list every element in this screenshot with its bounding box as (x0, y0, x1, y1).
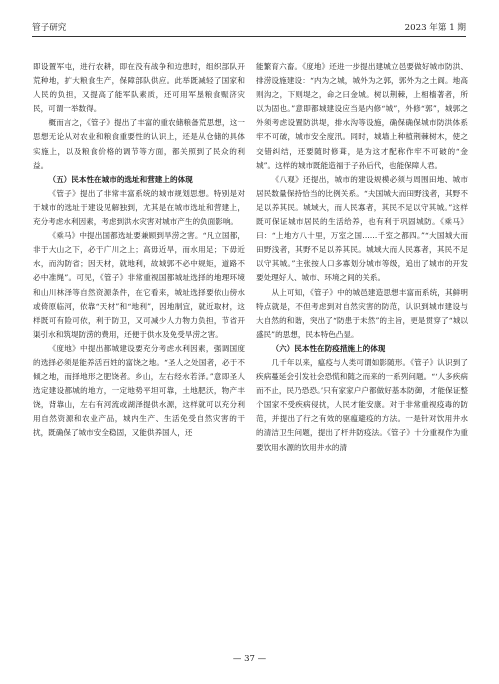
issue-label: 2023 年第 1 期 (404, 23, 466, 33)
body-paragraph: 从上可知，《管子》中的城邑建造思想丰富而系统，其鲜明特点就是，不但考虑到对自然灾害的防范，认识到城市建设与大自然的和谐，突出了“防患于未然”的主旨，更是贯穿了“城以盛民”的思想，民本特色凸显。 (256, 287, 468, 339)
header-rule (32, 36, 466, 37)
body-paragraph: 能繁育六畜。《度地》还进一步提出建城立邑要做好城市防洪、排涝设施建设：“内为之城，城外为之郭，郭外为之土阆。地高则沟之，下则堤之，命之曰金城。树以荆棘，上相樯著者，所以为固也。”意即都城建设应当是内修“城”，外修“郭”，城郭之外须考虑设置防洪堤，排水沟等设施，确保确保城市防洪体系牢不可破，城市安全度汛。同时，城墙上种植荆棘树木，使之交错纠结，还要随时修葺，是为这才配称作牢不可破的“金城”。这样的城市既能造福于子孙后代，也能保障人君。 (256, 62, 468, 170)
section-heading: （六）民本性在防疫措施上的体现 (271, 343, 386, 353)
journal-title: 管子研究 (32, 23, 67, 33)
section-heading: （五）民本性在城市的选址和营建上的体现 (48, 174, 193, 184)
left-column (33, 60, 245, 441)
running-header (32, 20, 466, 36)
body-paragraph: 《管子》提出了非常丰富系统的城市规划思想。特别是对于城市的选址于建设见解独到，尤其是在城市选址和营建上，充分考虑水利因素，考虑到洪水灾害对城市产生的负面影响。 (33, 188, 245, 227)
body-paragraph: 《八观》还提出，城市的建设规模必须与周围田地、城市居民数量保持恰当的比例关系。“夫国城大而田野浅者，其野不足以养其民。城域大，而人民寡者，其民不足以守其城。”这样既可保证城市居民的生活给养，也有利于巩固城防。《乘马》曰：“上地方八十里，万室之国……千室之都四。”“大国城大而田野浅者，其野不足以养其民。城域大而人民寡者，其民不足以守其城。”主张按人口多寡划分城市等级，追出了城市的开发要处理好人、城市、环境之间的关系。 (256, 174, 468, 283)
body-paragraph: 《乘马》中提出国都选址要兼顾到旱涝之害。“凡立国都，非于大山之下，必于广川之上；高毋近旱，而水用足；下毋近水，而沟防省；因天材，就地利，故城郭不必中规矩，道路不必中准绳”。可见，《管子》非常重视国都城址选择的地理环境和山川林泽等自然资源条件，在它看来，城址选择要依山傍水或倚原临河，依靠“天材”和“地利”，因地制宜，就近取材，这样既可有险可依，利于防卫，又可减少人力物力负担，节省开渠引水和筑堤防涝的费用，还便于供水及免受旱涝之害。 (33, 231, 245, 339)
body-paragraph: 概而言之，《管子》提出了丰富的重农储粮备荒思想，这一思想无论从对农业和粮食重要性的认识上，还是从仓储的具体实施上，以及粮食价格的调节等方面，都关照到了民众的利益。 (33, 118, 245, 170)
page-number: — 37 — (232, 654, 267, 664)
body-paragraph: 《度地》中提出都城建设要充分考虑水利因素，强调国度的选择必须是能养活百姓的富饶之地。“圣人之处国者，必于不倾之地，而择地形之肥饶者。乡山，左右经水若泽。”意即圣人选定建设都城的地方，一定地势平坦可靠，土地肥沃，物产丰饶，背靠山，左右有河流或湖泽提供水源，这样就可以充分利用自然资源和农业产品，城内生产、生活免受自然灾害的干扰，既确保了城市安全稳固，又能供养国人，还 (33, 343, 245, 438)
body-paragraph: 几千年以来，瘟疫与人类可谓如影随形。《管子》认识到了疾病蔓延会引发社会恐慌和随之而来的一系列问题。“‘人多疾病而不止，民乃恐恐。’只有家家户户都做好基本防御，才能保证整个国家不受疾病侵扰，人民才能安康。对于非常重视疫毒的防范，并提出了行之有效的驱瘟避疫的方法。一是针对饮用井水的清洁卫生问题，提出了杆井防疫法。《管子》十分重视作为重要饮用水源的饮用井水的清 (256, 357, 468, 452)
body-paragraph: 即设置军屯，进行农耕，即在没有战争和边患时，组织部队开荒种地，扩大粮食生产，保障部队供应。此举既减轻了国家和人民的负担，又提高了能军队素质，还可用军垦粮食赈济灾民，可谓一举数得。 (33, 62, 245, 114)
right-column (256, 60, 468, 455)
